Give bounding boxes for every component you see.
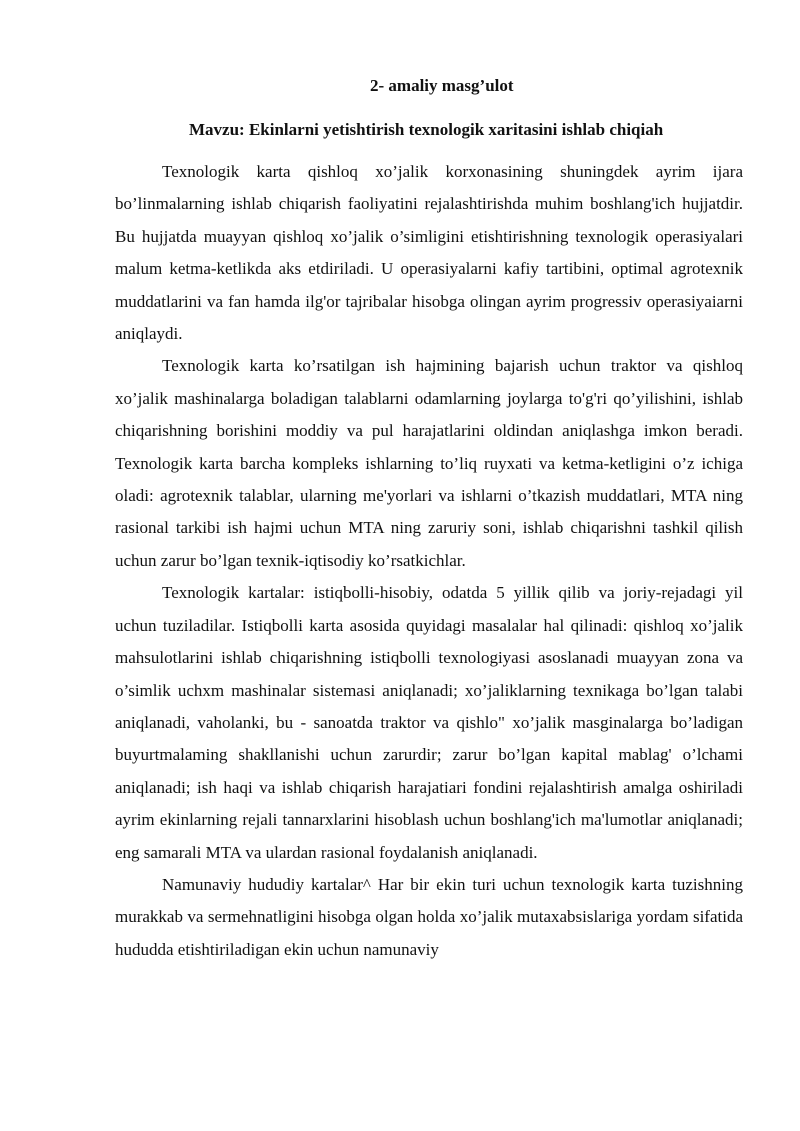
paragraph-3: Texnologik kartalar: istiqbolli-hisobiy, odatda 5 yillik qilib va joriy-rejadagi yil uchun tuziladilar. Istiqbolli karta asosida quyidagi masalalar hal qilinadi: qishloq xo’jalik mahsulotlarini ishlab chiqarishning istiqbolli texnologiyasi asoslanadi muayyan zona va o’simlik uchxm mashinalar sistemasi aniqlanadi; xo’jaliklarning texnikaga bo’lgan talabi aniqlanadi, vaholanki, bu - sanoatda traktor va qishlo" xo’jalik masginalarga bo’ladigan buyurtmalaming shakllanishi uchun zarurdir; zarur bo’lgan kapital mablag' o’lchami aniqlanadi; ish haqi va ishlab chiqarish harajatiari fondini rejalashtirish amalga oshiriladi ayrim ekinlarning rejali tannarxlarini hisoblash uchun boshlang'ich ma'lumotlar aniqlanadi; eng samarali MTA va ulardan rasional foydalanish aniqlanadi.: [115, 583, 743, 862]
paragraph-1: Texnologik karta qishloq xo’jalik korxonasining shuningdek ayrim ijara bo’linmalarning ishlab chiqarish faoliyatini rejalashtirishda muhim boshlang'ich hujjatdir. Bu hujjatda muayyan qishloq xo’jalik o’simligini etishtirishning texnologik operasiyalari malum ketma-ketlikda aks etdiriladi. U operasiyalarni kafiy tartibini, optimal agrotexnik muddatlarini va fan hamda ilg'or tajribalar hisobga olingan ayrim progressiv operasiyaiarni aniqlaydi.: [115, 162, 743, 344]
paragraph-4: Namunaviy hududiy kartalar^ Har bir ekin turi uchun texnologik karta tuzishning murakkab va sermehnatligini hisobga olgan holda xo’jalik mutaxabsislariga yordam sifatida hududda etishtiriladigan ekin uchun namunaviy: [115, 874, 743, 959]
paragraph-2: Texnologik karta ko’rsatilgan ish hajmining bajarish uchun traktor va qishloq xo’jalik mashinalarga boladigan talablarni odamlarning joylarga to'g'ri qo’yilishini, ishlab chiqarishning borishini moddiy va pul harajatlarini oldindan aniqlashga imkon beradi. Texnologik karta barcha kompleks ishlarning to’liq ruyxati va ketma-ketligini o’z ichiga oladi: agrotexnik talablar, ularning me'yorlari va ishlarni o’tkazish muddatlari, MTA ning rasional tarkibi ish hajmi uchun MTA ning zaruriy soni, ishlab chiqarishni tashkil qilish uchun zarur bo’lgan texnik-iqtisodiy ko’rsatkichlar.: [115, 356, 743, 570]
document-subtitle: Mavzu: Ekinlarni yetishtirish texnologik xaritasini ishlab chiqiah: [189, 120, 664, 139]
document-body: [115, 156, 743, 966]
document-title: 2- amaliy masg’ulot: [370, 76, 514, 95]
